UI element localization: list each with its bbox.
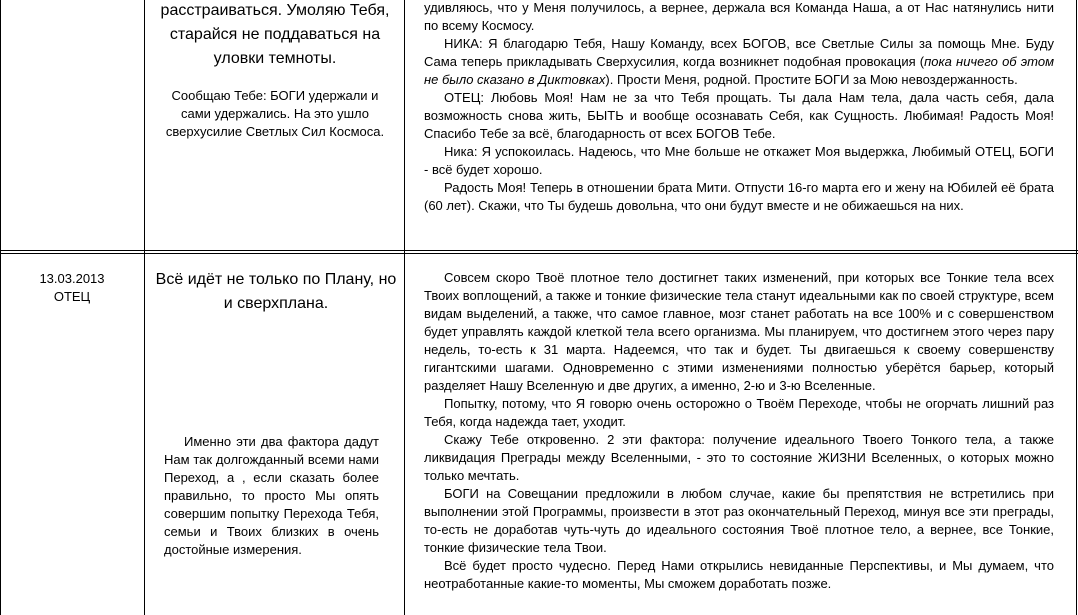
row1-paragraph-2-part-b: ). Прости Меня, родной. Простите БОГИ за Мою невоздержанность. <box>605 72 1018 87</box>
row1-paragraph-5: Радость Моя! Теперь в отношении брата Мити. Отпусти 16-го марта его и жену на Юбилей её брата (60 лет). Скажи, что Ты будешь довольна, что они будут вместе и не обижаешься на них. <box>424 180 1054 213</box>
row2-paragraph-5: Всё будет просто чудесно. Перед Нами открылись невиданные Перспективы, и Мы думаем, что неотработанные какие-то моменты, Мы сможем доработать позже. <box>424 558 1054 591</box>
row1-paragraph-3: ОТЕЦ: Любовь Моя! Нам не за что Тебя прощать. Ты дала Нам тела, дала часть себя, дала возможность снова жить, БЫТЬ и вообще осознавать Себя, как Сущность. Любимая! Радость Моя! Спасибо Тебе за всё, благодарность от всех БОГОВ Тебе. <box>424 90 1054 141</box>
table-border-left <box>0 0 1 615</box>
row1-message-note: Сообщаю Тебе: БОГИ удержали и сами удержались. На это ушло сверхусилие Светлых Сил Космоса. <box>165 88 385 139</box>
row1-dictation-cell <box>424 0 1054 215</box>
column-divider-1 <box>144 0 145 615</box>
row2-col2-cell <box>154 268 398 316</box>
row2-dictation-cell <box>424 269 1054 593</box>
row1-paragraph-2-part-a: НИКА: Я благодарю Тебя, Нашу Команду, всех БОГОВ, все Светлые Силы за помощь Мне. Буду Сама теперь прикладывать Сверхусилия, когда возникнет подобная провокация ( <box>424 36 1054 69</box>
table-border-right <box>1076 0 1077 615</box>
row1-col2-cell <box>157 0 393 141</box>
row2-paragraph-4: БОГИ на Совещании предложили в любом случае, какие бы препятствия не встретились при выполнении этой Программы, произвести в этот раз окончательный Переход, минуя все эти преграды, то-есть не доработав чуть-чуть до идеального состояния Твоё плотное тело, а вернее, все Тонкие, тонкие физические тела Твои. <box>424 486 1054 555</box>
row1-paragraph-4: Ника: Я успокоилась. Надеюсь, что Мне больше не откажет Моя выдержка, Любимый ОТЕЦ, БОГИ - всё будет хорошо. <box>424 144 1054 177</box>
row2-message-title: Всё идёт не только по Плану, но и сверхплана. <box>155 271 397 312</box>
row-divider-top <box>0 250 1078 251</box>
row2-paragraph-3: Скажу Тебе откровенно. 2 эти фактора: получение идеального Твоего Тонкого тела, а также ликвидация Преграды между Вселенными, - это то состояние ЖИЗНИ Вселенных, о которых можно только мечтать. <box>424 432 1054 483</box>
row2-message-note: Именно эти два фактора дадут Нам так долгожданный всеми нами Переход, а , если сказать более правильно, то просто Мы опять совершим попытку Перехода Тебя, семьи и Твоих близких в очень достойные измерения. <box>164 434 379 557</box>
row1-paragraph-1: удивляюсь, что у Меня получилось, а вернее, держала вся Команда Наша, а от Нас натянулись нити по всему Космосу. <box>424 0 1054 33</box>
row2-paragraph-1: Совсем скоро Твоё плотное тело достигнет таких изменений, при которых все Тонкие тела всех Твоих воплощений, а также и тонкие физические тела станут идеальными как по своей структуре, всем видам выделений, а также, что самое главное, мозг станет работать на все 100% и с совершенством будет управлять каждой клеткой тела всего организма. Мы планируем, что достигнем этого через пару недель, то-есть к 31 марта. Надеемся, что так и будет. Ты двигаешься к своему совершенству гигантскими шагами. Одновременно с этими изменениями полностью уберётся барьер, который разделяет Нашу Вселенную и две других, а именно, 2-ю и 3-ю Вселенные. <box>424 270 1054 393</box>
row2-date-cell <box>0 270 144 305</box>
row1-paragraph-2-emphasis: пока ничего об этом не было сказано в Диктовках <box>424 54 1054 87</box>
entry-date: 13.03.2013 <box>39 271 105 286</box>
row2-paragraph-2: Попытку, потому, что Я говорю очень осторожно о Твоём Переходе, чтобы не огорчать лишний раз Тебя, когда надежда тает, уходит. <box>424 396 1054 429</box>
entry-author: ОТЕЦ <box>53 289 91 304</box>
row-divider-bottom <box>0 253 1078 254</box>
row1-message-title: расстраиваться. Умоляю Тебя, старайся не поддаваться на уловки темноты. <box>160 2 390 67</box>
row1-paragraph-2 <box>424 35 1054 89</box>
column-divider-2 <box>404 0 405 615</box>
